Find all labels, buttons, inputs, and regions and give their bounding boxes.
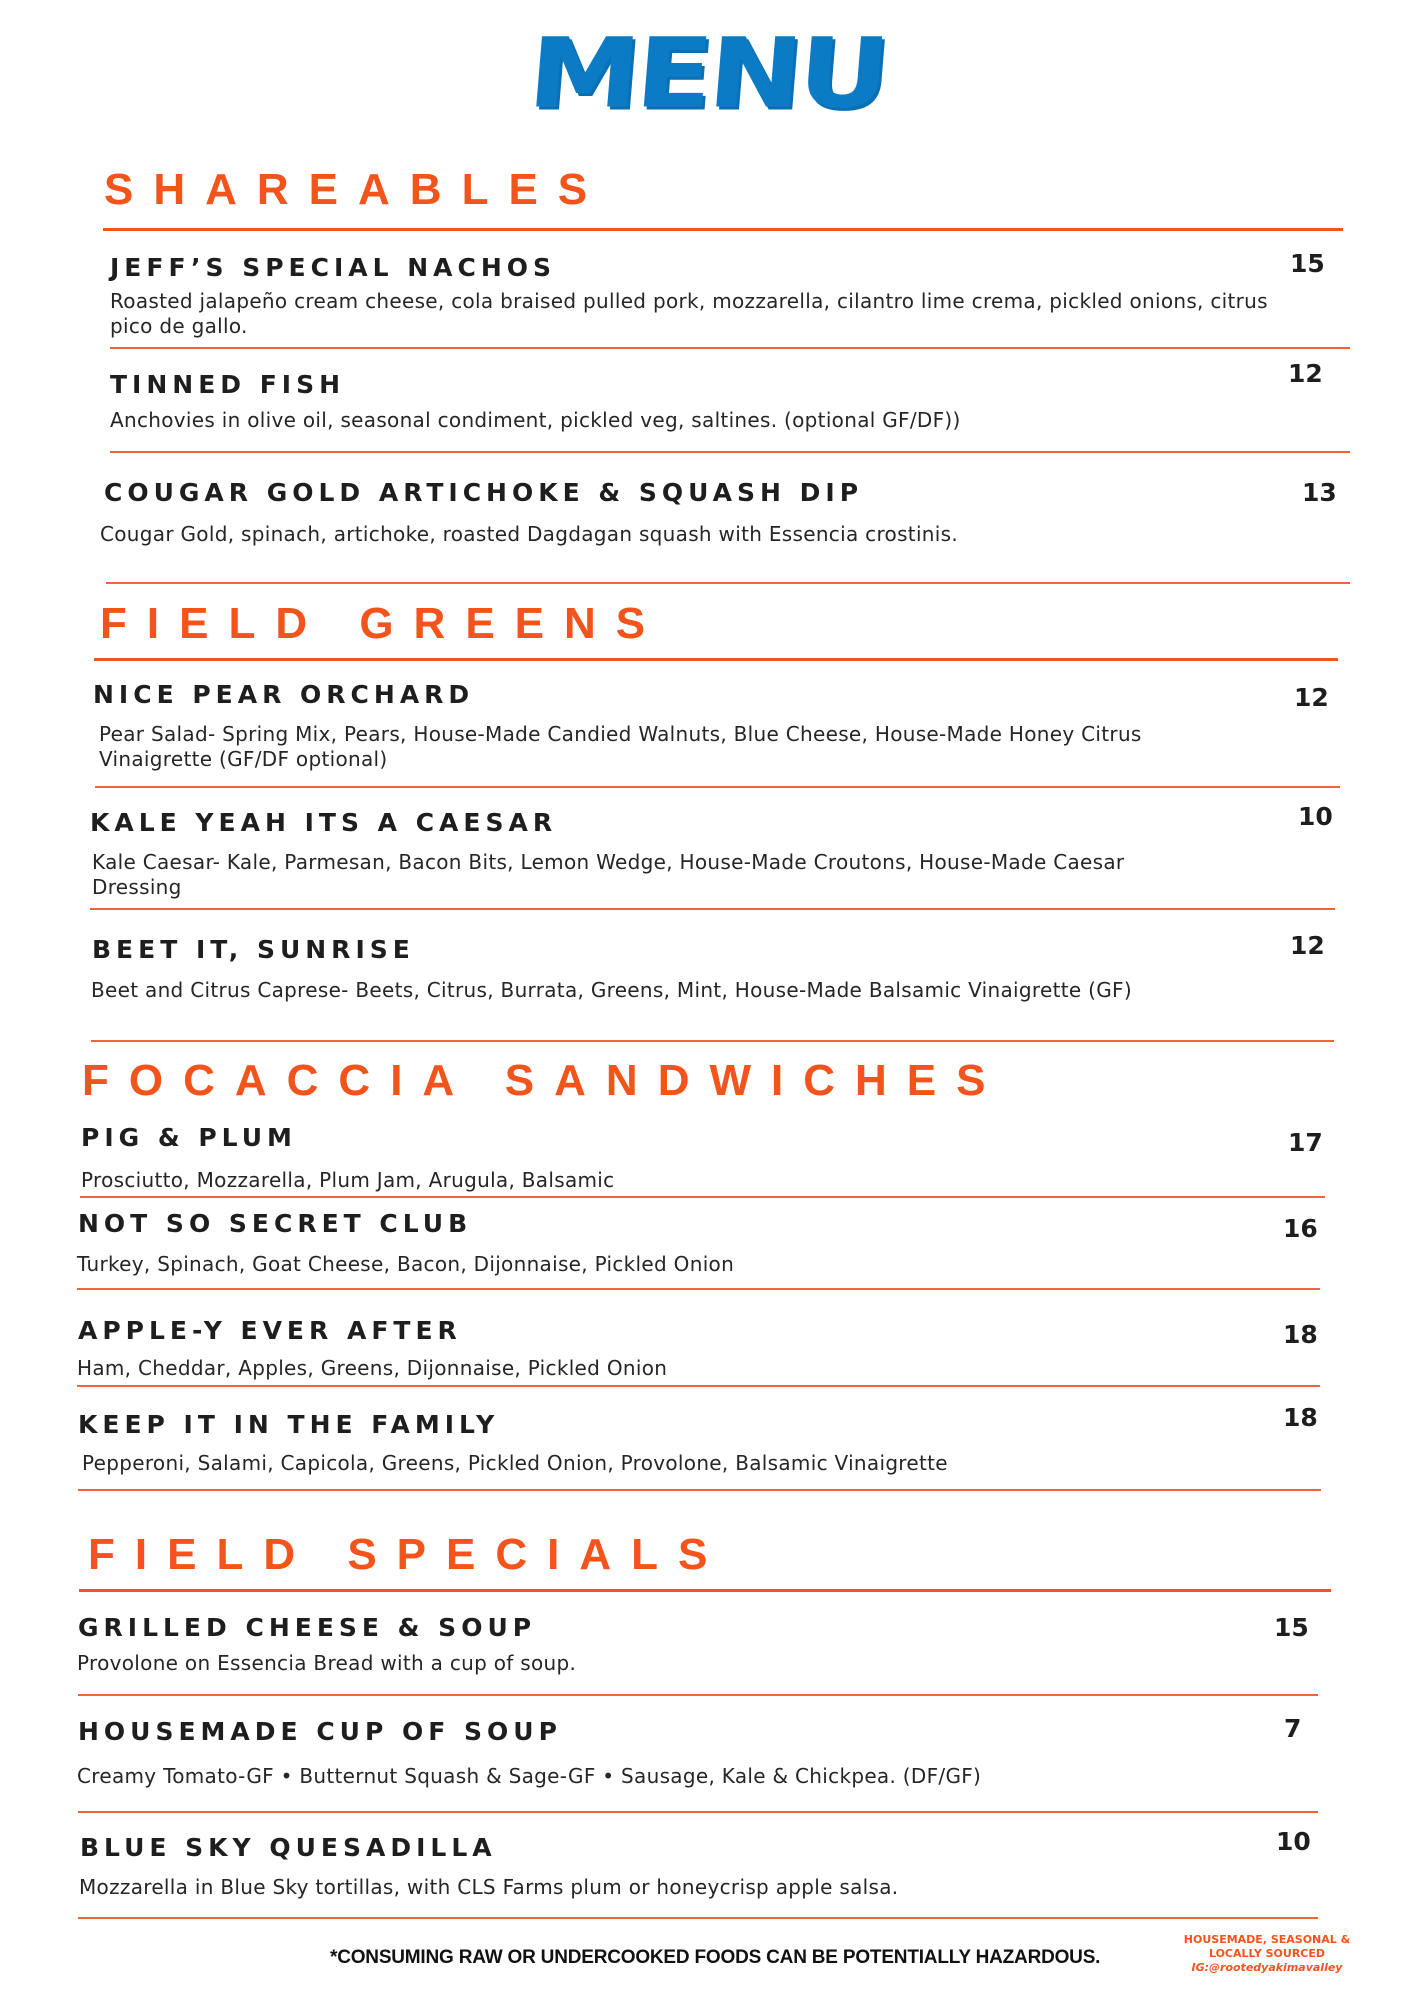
item-description: Beet and Citrus Caprese- Beets, Citrus, Burrata, Greens, Mint, House-Made Balsamic Vinaigrette (GF) xyxy=(91,978,1132,1002)
section-title-field-specials: FIELD SPECIALS xyxy=(88,1530,728,1579)
item-name: BLUE SKY QUESADILLA xyxy=(80,1833,497,1862)
item-name: APPLE-Y EVER AFTER xyxy=(78,1316,462,1345)
item-divider xyxy=(106,582,1350,584)
item-description: Cougar Gold, spinach, artichoke, roasted Dagdagan squash with Essencia crostinis. xyxy=(100,522,959,546)
item-divider xyxy=(78,1811,1318,1813)
item-divider xyxy=(90,908,1335,910)
item-divider xyxy=(80,1196,1325,1198)
item-price: 15 xyxy=(1274,1613,1309,1642)
item-price: 17 xyxy=(1288,1128,1323,1157)
item-description: Turkey, Spinach, Goat Cheese, Bacon, Dijonnaise, Pickled Onion xyxy=(77,1252,735,1276)
item-price: 12 xyxy=(1288,359,1323,388)
item-divider xyxy=(110,347,1350,349)
item-name: BEET IT, SUNRISE xyxy=(92,935,415,964)
menu-title: MENU xyxy=(524,18,890,130)
item-description: Creamy Tomato-GF • Butternut Squash & Sage-GF • Sausage, Kale & Chickpea. (DF/GF) xyxy=(77,1764,982,1788)
item-price: 16 xyxy=(1283,1214,1318,1243)
item-price: 18 xyxy=(1283,1403,1318,1432)
item-price: 10 xyxy=(1276,1827,1311,1856)
item-divider xyxy=(91,1040,1334,1042)
item-name: JEFF’S SPECIAL NACHOS xyxy=(110,253,557,282)
item-name: NICE PEAR ORCHARD xyxy=(93,680,475,709)
item-divider xyxy=(77,1385,1320,1387)
item-description: Kale Caesar- Kale, Parmesan, Bacon Bits, Lemon Wedge, House-Made Croutons, House-Made Caesar Dressing xyxy=(92,850,1125,899)
item-description: Prosciutto, Mozzarella, Plum Jam, Arugula, Balsamic xyxy=(81,1168,615,1192)
item-price: 18 xyxy=(1283,1320,1318,1349)
item-divider xyxy=(110,451,1350,453)
item-price: 15 xyxy=(1290,249,1325,278)
tagline-text: HOUSEMADE, SEASONAL & LOCALLY SOURCED xyxy=(1183,1933,1351,1960)
item-name: COUGAR GOLD ARTICHOKE & SQUASH DIP xyxy=(104,478,864,507)
section-rule xyxy=(103,228,1343,231)
item-description: Roasted jalapeño cream cheese, cola braised pulled pork, mozzarella, cilantro lime crema, pickled onions, citrus pico de gallo. xyxy=(110,289,1268,338)
section-rule xyxy=(94,658,1338,661)
item-description: Provolone on Essencia Bread with a cup of soup. xyxy=(77,1651,577,1675)
instagram-handle[interactable]: IG:@rootedyakimavalley xyxy=(1191,1961,1343,1974)
item-divider xyxy=(78,1694,1318,1696)
item-name: GRILLED CHEESE & SOUP xyxy=(78,1613,537,1642)
item-name: NOT SO SECRET CLUB xyxy=(78,1209,473,1238)
sourcing-tagline xyxy=(1168,1933,1366,1975)
item-price: 12 xyxy=(1294,683,1329,712)
section-rule xyxy=(79,1589,1331,1592)
section-title-field-greens: FIELD GREENS xyxy=(100,599,666,648)
item-name: KALE YEAH ITS A CAESAR xyxy=(90,808,558,837)
item-divider xyxy=(95,786,1340,788)
section-title-focaccia-sandwiches: FOCACCIA SANDWICHES xyxy=(82,1056,1006,1105)
item-name: KEEP IT IN THE FAMILY xyxy=(78,1410,500,1439)
item-price: 13 xyxy=(1302,478,1337,507)
item-price: 12 xyxy=(1290,931,1325,960)
item-divider xyxy=(78,1917,1318,1919)
item-price: 7 xyxy=(1284,1714,1302,1743)
item-description: Mozzarella in Blue Sky tortillas, with CLS Farms plum or honeycrisp apple salsa. xyxy=(79,1875,899,1899)
item-description: Pear Salad- Spring Mix, Pears, House-Made Candied Walnuts, Blue Cheese, House-Made Honey Citrus Vinaigrette (GF/DF optional) xyxy=(99,722,1142,771)
raw-food-disclaimer: *CONSUMING RAW OR UNDERCOOKED FOODS CAN BE POTENTIALLY HAZARDOUS. xyxy=(330,1947,1101,1968)
item-name: TINNED FISH xyxy=(110,370,346,399)
item-description: Anchovies in olive oil, seasonal condiment, pickled veg, saltines. (optional GF/DF)) xyxy=(110,408,961,432)
item-description: Ham, Cheddar, Apples, Greens, Dijonnaise, Pickled Onion xyxy=(77,1356,668,1380)
item-name: HOUSEMADE CUP OF SOUP xyxy=(78,1717,562,1746)
item-price: 10 xyxy=(1298,802,1333,831)
item-divider xyxy=(77,1288,1320,1290)
item-divider xyxy=(78,1489,1321,1491)
item-description: Pepperoni, Salami, Capicola, Greens, Pickled Onion, Provolone, Balsamic Vinaigrette xyxy=(82,1451,948,1475)
item-name: PIG & PLUM xyxy=(81,1123,297,1152)
section-title-shareables: SHAREABLES xyxy=(104,165,608,214)
